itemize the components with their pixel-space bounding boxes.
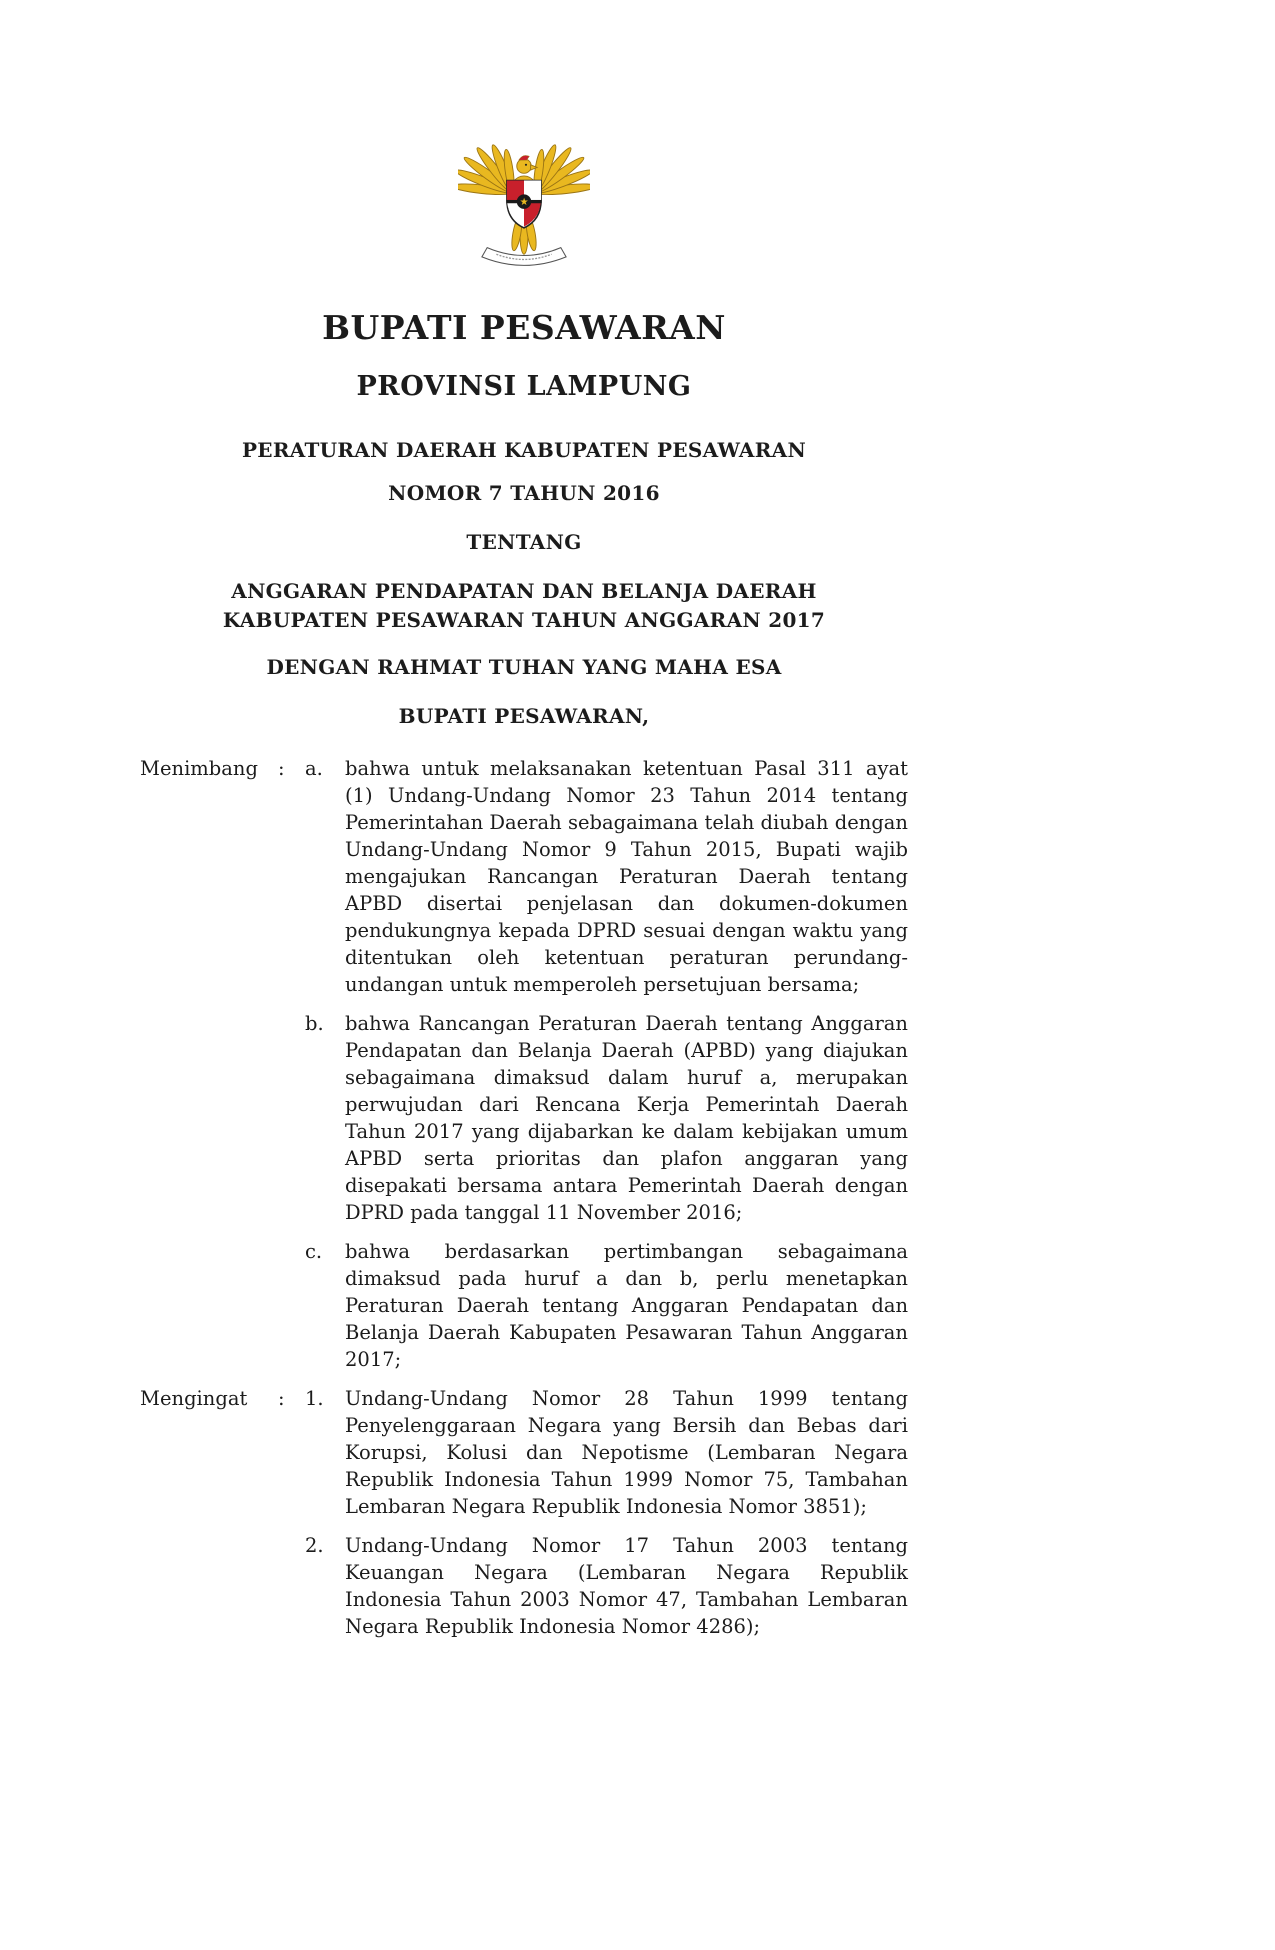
garuda-pancasila-emblem bbox=[458, 197, 590, 274]
mengingat-section bbox=[140, 1385, 908, 1640]
clause-item-text: Undang-Undang Nomor 28 Tahun 1999 tentang Penyelenggaraan Negara yang Bersih dan Bebas dari Korupsi, Kolusi dan Nepotisme (Lembaran Negara Republik Indonesia Tahun 1999 Nomor 75, Tambahan Lembaran Negara Republik Indonesia Nomor 3851); bbox=[345, 1387, 908, 1518]
clause-item-marker: c. bbox=[305, 1240, 323, 1263]
clause-item-text: Undang-Undang Nomor 17 Tahun 2003 tentang Keuangan Negara (Lembaran Negara Republik Indonesia Tahun 2003 Nomor 47, Tambahan Lembaran Negara Republik Indonesia Nomor 4286); bbox=[345, 1534, 908, 1638]
menimbang-label: Menimbang bbox=[140, 757, 258, 780]
svg-text:★: ★ bbox=[519, 197, 529, 209]
issuer-line: BUPATI PESAWARAN, bbox=[398, 704, 650, 728]
about-word: TENTANG bbox=[466, 530, 582, 554]
clause-item-marker: 1. bbox=[305, 1387, 324, 1410]
clause-item-text: bahwa Rancangan Peraturan Daerah tentang Anggaran Pendapatan dan Belanja Daerah (APBD) yang diajukan sebagaimana dimaksud dalam huruf a, merupakan perwujudan dari Rencana Kerja Pemerintah Daerah Tahun 2017 yang dijabarkan ke dalam kebijakan umum APBD serta prioritas dan plafon anggaran yang disepakati bersama antara Pemerintah Daerah dengan DPRD pada tanggal 11 November 2016; bbox=[345, 1012, 908, 1224]
regulation-title: PERATURAN DAERAH KABUPATEN PESAWARAN bbox=[241, 438, 807, 462]
clause-item-text: bahwa berdasarkan pertimbangan sebagaimana dimaksud pada huruf a dan b, perlu menetapkan Peraturan Daerah tentang Anggaran Pendapatan dan Belanja Daerah Kabupaten Pesawaran Tahun Anggaran 2017; bbox=[345, 1240, 908, 1371]
clause-item-marker: 2. bbox=[305, 1534, 324, 1557]
spacer-cell bbox=[278, 1010, 305, 1226]
mengingat-label: Mengingat bbox=[140, 1387, 248, 1410]
clause-item-marker: b. bbox=[305, 1012, 324, 1035]
emblem-container bbox=[140, 0, 908, 274]
mengingat-colon: : bbox=[278, 1387, 285, 1410]
document-content bbox=[140, 0, 908, 1640]
mengingat-grid bbox=[140, 1385, 908, 1640]
subject-block bbox=[140, 577, 908, 635]
spacer-cell bbox=[278, 1532, 305, 1640]
subject-line-1: ANGGARAN PENDAPATAN DAN BELANJA DAERAH bbox=[231, 579, 817, 603]
spacer-cell bbox=[140, 1532, 278, 1640]
menimbang-grid bbox=[140, 755, 908, 1373]
header-title: BUPATI PESAWARAN bbox=[322, 308, 726, 347]
header-subtitle: PROVINSI LAMPUNG bbox=[356, 371, 692, 402]
menimbang-section bbox=[140, 755, 908, 1373]
spacer-cell bbox=[278, 1238, 305, 1373]
spacer-cell bbox=[140, 1238, 278, 1373]
spacer-cell bbox=[140, 1010, 278, 1226]
menimbang-colon: : bbox=[278, 757, 285, 780]
clause-item-text: bahwa untuk melaksanakan ketentuan Pasal 311 ayat (1) Undang-Undang Nomor 23 Tahun 2014 tentang Pemerintahan Daerah sebagaimana telah diubah dengan Undang-Undang Nomor 9 Tahun 2015, Bupati wajib mengajukan Rancangan Peraturan Daerah tentang APBD disertai penjelasan dan dokumen-dokumen pendukungnya kepada DPRD sesuai dengan waktu yang ditentukan oleh ketentuan peraturan perundang-undangan untuk memperoleh persetujuan bersama; bbox=[345, 757, 908, 996]
regulation-number: NOMOR 7 TAHUN 2016 bbox=[388, 481, 660, 505]
clause-item-marker: a. bbox=[305, 757, 323, 780]
subject-line-2: KABUPATEN PESAWARAN TAHUN ANGGARAN 2017 bbox=[222, 608, 826, 632]
grace-line: DENGAN RAHMAT TUHAN YANG MAHA ESA bbox=[266, 655, 782, 679]
